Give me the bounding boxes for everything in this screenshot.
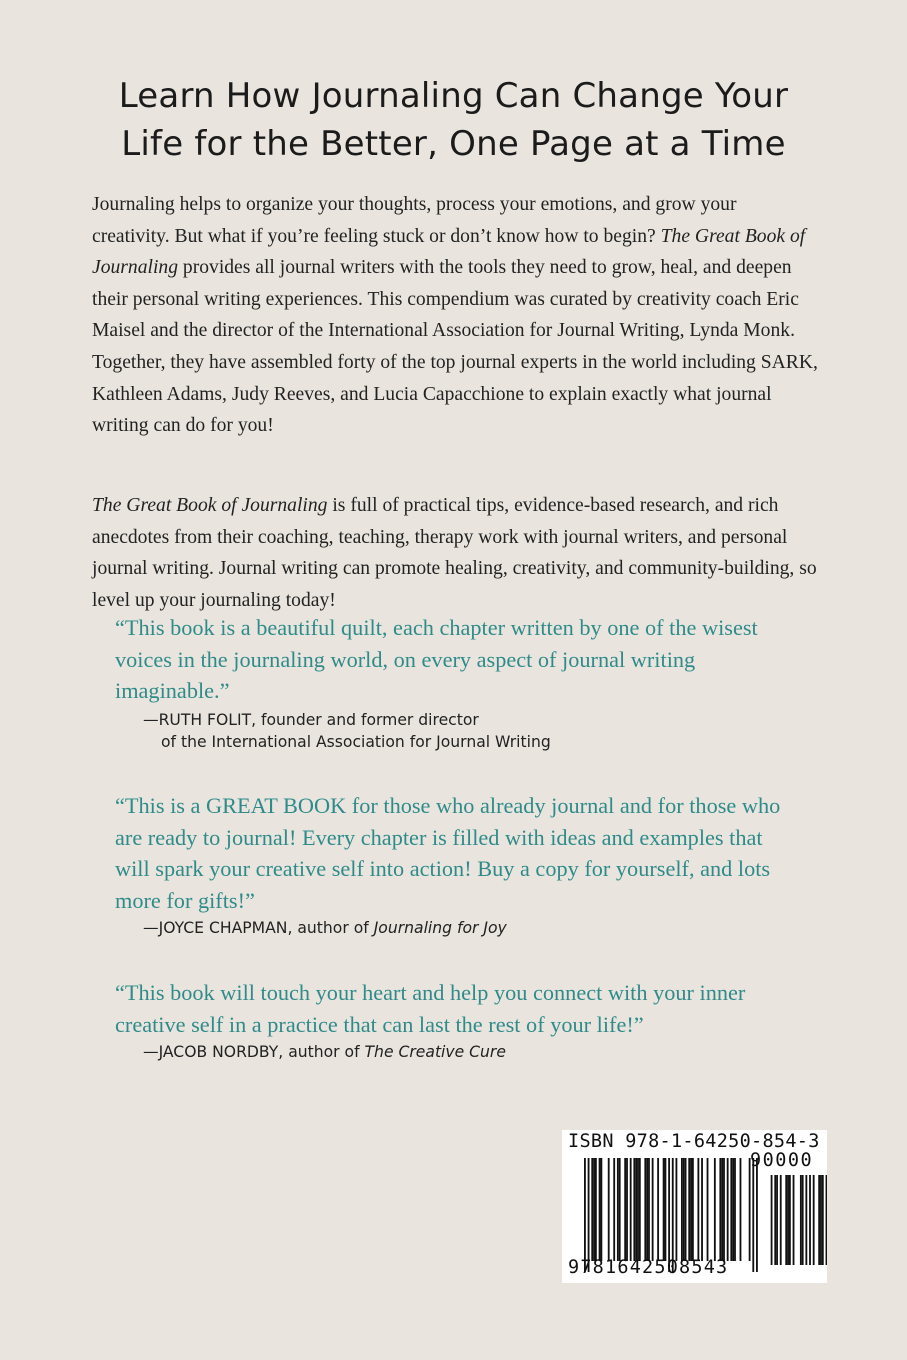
barcode-bar: [624, 1158, 626, 1261]
attribution-name: —JOYCE CHAPMAN, author of: [143, 919, 374, 937]
addon-bar: [774, 1175, 776, 1265]
barcode-bar: [639, 1158, 641, 1261]
barcode-bar: [663, 1158, 665, 1261]
addon-bar: [802, 1175, 804, 1265]
addon-bar: [785, 1175, 787, 1265]
description-paragraph-2: [92, 490, 818, 616]
barcode-bar: [756, 1158, 758, 1272]
addon-bar: [780, 1175, 782, 1265]
addon-bar: [787, 1175, 789, 1265]
ean-digits: 9781642508543: [568, 1257, 729, 1278]
barcode-bar: [752, 1158, 754, 1272]
isbn-label: ISBN 978-1-64250-854-3: [568, 1131, 820, 1152]
testimonial-quote-1: “This book is a beautiful quilt, each chapter written by one of the wisest voices in the journaling world, on every aspect of journal writing imaginable.”: [115, 615, 758, 704]
addon-bar: [813, 1175, 815, 1265]
barcode-bar: [676, 1158, 678, 1261]
isbn-barcode: [562, 1130, 827, 1283]
book-title: The Great Book of Journaling: [92, 495, 328, 516]
text: is full of practical tips, evidence-based research, and rich anecdotes from their coaching, teaching, therapy work with journal writers, and personal journal writing. Journal writing can promote healing, creativity, and community-building, so level up your journaling today!: [92, 495, 817, 611]
headline-line-2: Life for the Better, One Page at a Time: [121, 124, 786, 164]
barcode-bar: [617, 1158, 619, 1261]
testimonial-quote-2: “This is a GREAT BOOK for those who already journal and for those who are ready to journal! Every chapter is filled with ideas and examples that will spark your creative self into action! Buy a copy for yourself, and lots more for gifts!”: [115, 793, 781, 913]
barcode-bar: [723, 1158, 725, 1261]
barcode-bar: [672, 1158, 674, 1272]
barcode-bar: [707, 1158, 709, 1261]
attribution-line: —RUTH FOLIT, founder and former director: [143, 711, 479, 729]
testimonial-attribution-3: [143, 1041, 506, 1063]
barcode-bar: [613, 1158, 615, 1261]
addon-bar: [800, 1175, 802, 1265]
addon-bar: [805, 1175, 807, 1265]
attribution-name: —JACOB NORDBY, author of: [143, 1043, 365, 1061]
price-code: 90000: [750, 1150, 814, 1171]
barcode-bar: [692, 1158, 694, 1261]
headline-line-1: Learn How Journaling Can Change Your: [118, 76, 789, 116]
text: Journaling helps to organize your thoughts, process your emotions, and grow your creativity. But what if you’re feeling stuck or don’t know how to begin?: [92, 194, 737, 247]
barcode-bar: [668, 1158, 670, 1272]
barcode-bar: [697, 1158, 699, 1261]
barcode-bar: [688, 1158, 690, 1261]
barcode-bar: [588, 1158, 590, 1272]
barcode-bar: [630, 1158, 632, 1261]
barcode-bar: [681, 1158, 683, 1261]
text: provides all journal writers with the tools they need to grow, heal, and deepen their personal writing experiences. This compendium was curated by creativity coach Eric Maisel and the director of the International Association for Journal Writing, Lynda Monk. Together, they have assembled forty of the top journal experts in the world including SARK, Kathleen Adams, Judy Reeves, and Lucia Capacchione to explain exactly what journal writing can do for you!: [92, 257, 818, 437]
barcode-bar: [591, 1158, 593, 1261]
addon-bar: [820, 1175, 822, 1265]
barcode-bar: [637, 1158, 639, 1261]
addon-bar: [793, 1175, 795, 1265]
barcode-bar: [635, 1158, 637, 1261]
barcode-bar: [721, 1158, 723, 1261]
barcode-bar: [714, 1158, 716, 1261]
barcode-bar: [619, 1158, 621, 1261]
barcode-bar: [584, 1158, 586, 1272]
testimonial-attribution-1: [143, 709, 551, 753]
addon-bar: [789, 1175, 791, 1265]
attribution-line: of the International Association for Journal Writing: [161, 733, 551, 751]
barcode-bar: [593, 1158, 595, 1261]
headline: [0, 72, 907, 168]
barcode-bar: [665, 1158, 667, 1261]
barcode-bar: [727, 1158, 729, 1261]
attribution-work: Journaling for Joy: [373, 919, 507, 937]
barcode-bar: [652, 1158, 654, 1261]
description-paragraph-1: [92, 189, 818, 442]
addon-bar: [771, 1175, 773, 1265]
barcode-bar: [749, 1158, 751, 1261]
barcode-bar: [633, 1158, 635, 1261]
barcode-bar: [646, 1158, 648, 1261]
addon-bar: [818, 1175, 820, 1265]
barcode-bar: [600, 1158, 602, 1261]
barcode-bar: [685, 1158, 687, 1261]
barcode-bar: [701, 1158, 703, 1261]
barcode-bar: [732, 1158, 734, 1261]
barcode-bar: [690, 1158, 692, 1261]
barcode-bar: [626, 1158, 628, 1261]
attribution-work: The Creative Cure: [364, 1043, 506, 1061]
barcode-bar: [657, 1158, 659, 1261]
barcode-bar: [648, 1158, 650, 1261]
barcode-bar: [719, 1158, 721, 1261]
barcode-bar: [734, 1158, 736, 1261]
addon-bar: [809, 1175, 811, 1265]
barcode-bar: [595, 1158, 597, 1261]
addon-bar: [826, 1175, 827, 1265]
barcode-bar: [730, 1158, 732, 1261]
book-title: The Great Book of Journaling: [92, 225, 806, 279]
addon-bar: [822, 1175, 824, 1265]
testimonial-attribution-2: [143, 917, 507, 939]
barcode-bar: [683, 1158, 685, 1261]
testimonial-quote-3: “This book will touch your heart and help you connect with your inner creative self in a practice that can last the rest of your life!”: [115, 980, 746, 1037]
addon-bar: [776, 1175, 778, 1265]
barcode-bar: [644, 1158, 646, 1261]
barcode-bar: [740, 1158, 742, 1261]
barcode-bar: [599, 1158, 601, 1261]
barcode-bar: [608, 1158, 610, 1261]
